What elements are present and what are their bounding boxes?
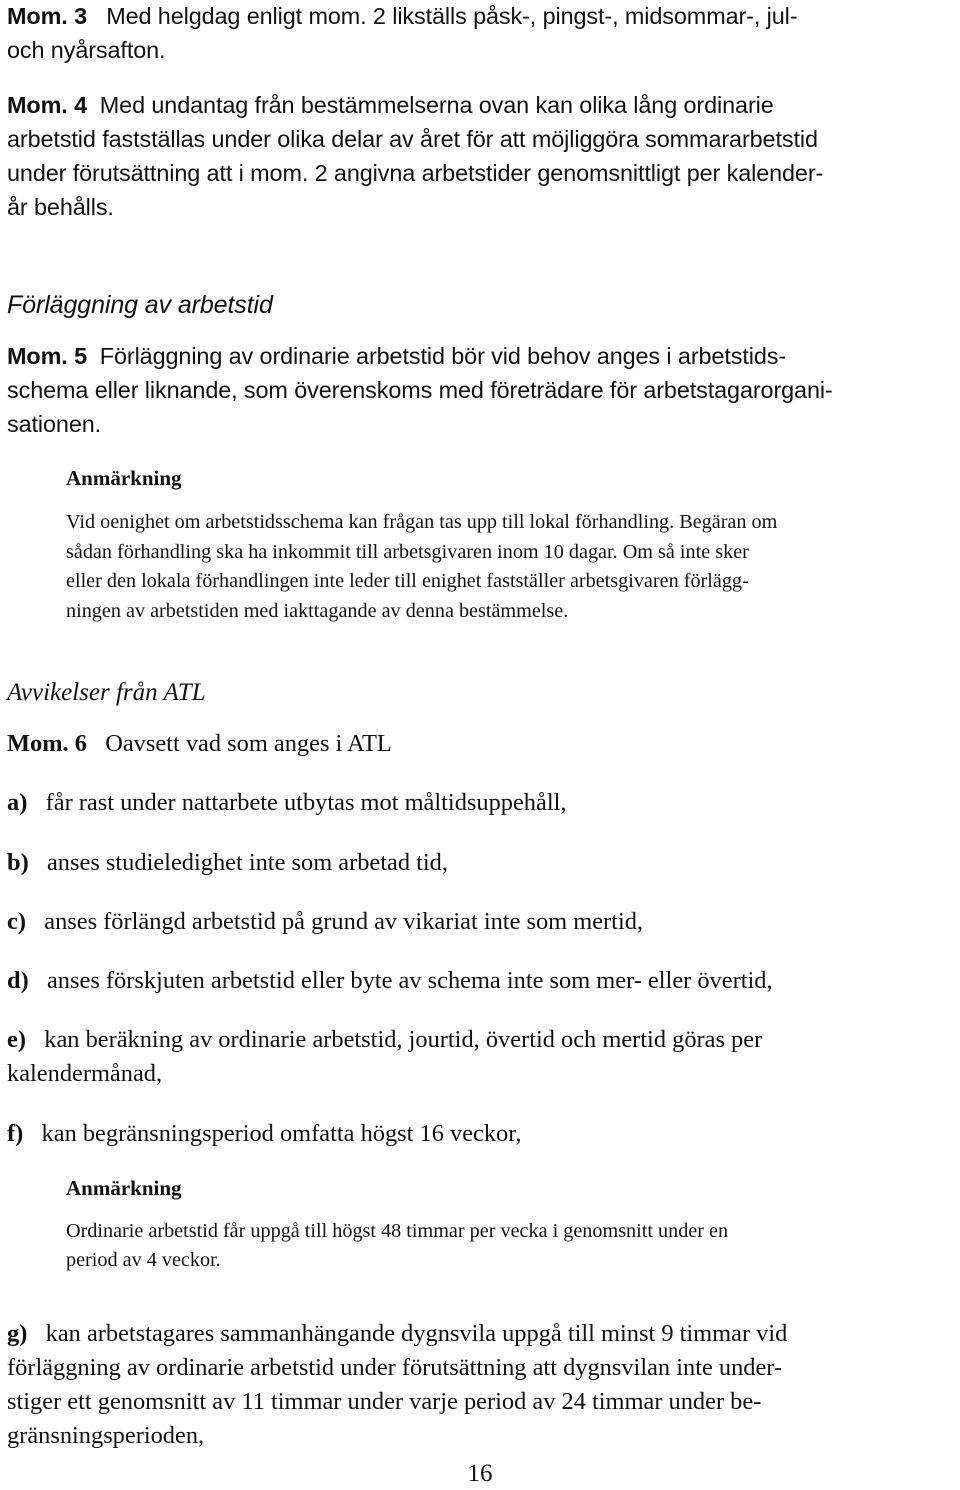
item-a-text: får rast under nattarbete utbytas mot måltidsuppehåll, [45,789,567,816]
list-item-g-cont-2: stiger ett genomsnitt av 11 timmar under varje period av 24 timmar under be- [7,1388,762,1415]
mom3-label: Mom. 3 [7,3,87,29]
item-f-label: f) [7,1120,24,1147]
section-heading-avvikelser: Avvikelser från ATL [7,679,206,706]
item-b-text: anses studieledighet inte som arbetad tid, [46,849,448,876]
item-e-text: kan beräkning av ordinarie arbetstid, jourtid, övertid och mertid göras per [44,1026,763,1053]
list-item-g [7,1317,787,1351]
mom4-label: Mom. 4 [7,92,87,118]
mom6-text: Oavsett vad som anges i ATL [105,730,392,757]
list-item-c [7,905,643,939]
mom5-line-2: schema eller liknande, som överenskoms med företrädare för arbetstagarorgani- [7,377,833,403]
list-item-d [7,964,773,998]
note1-line-3: eller den lokala förhandlingen inte leder till enighet fastställer arbetsgivaren förlägg- [66,570,749,592]
note1-line-2: sådan förhandling ska ha inkommit till arbetsgivaren inom 10 dagar. Om så inte sker [66,541,749,563]
list-item-g-cont-1: förläggning av ordinarie arbetstid under förutsättning att dygnsvilan inte under- [7,1354,783,1381]
note1-heading: Anmärkning [66,466,182,490]
note2-line-1: Ordinarie arbetstid får uppgå till högst 48 timmar per vecka i genomsnitt under en [66,1220,729,1242]
mom6-label: Mom. 6 [7,730,87,757]
list-item-e-cont: kalendermånad, [7,1060,163,1087]
note2-line-2: period av 4 veckor. [66,1249,221,1271]
item-b-label: b) [7,849,29,876]
mom4-text-1: Med undantag från bestämmelserna ovan kan olika lång ordinarie [99,92,774,118]
note1-line-1: Vid oenighet om arbetstidsschema kan frågan tas upp till lokal förhandling. Begäran om [66,511,778,533]
list-item-g-cont-3: gränsningsperioden, [7,1422,205,1449]
note2-heading: Anmärkning [66,1176,182,1200]
mom5-label: Mom. 5 [7,343,87,369]
item-g-text: kan arbetstagares sammanhängande dygnsvila uppgå till minst 9 timmar vid [45,1320,788,1347]
list-item-f [7,1117,522,1151]
item-f-text: kan begränsningsperiod omfatta högst 16 veckor, [41,1120,522,1147]
item-c-label: c) [7,908,26,935]
list-item-b [7,846,448,880]
mom4-line-4: år behålls. [7,194,114,220]
mom3-line-2: och nyårsafton. [7,37,166,63]
item-d-text: anses förskjuten arbetstid eller byte av schema inte som mer- eller övertid, [46,967,773,994]
mom3-text-1: Med helgdag enligt mom. 2 likställs påsk-, pingst-, midsommar-, jul- [106,3,798,29]
mom5-text-1: Förläggning av ordinarie arbetstid bör vid behov anges i arbetstids- [99,343,787,369]
mom4-line-1 [7,88,774,122]
mom4-line-3: under förutsättning att i mom. 2 angivna arbetstider genomsnittligt per kalender- [7,160,824,186]
item-g-label: g) [7,1320,28,1347]
mom5-line-1 [7,339,786,373]
note1-line-4: ningen av arbetstiden med iakttagande av denna bestämmelse. [66,600,569,622]
list-item-e [7,1023,762,1057]
mom4-line-2: arbetstid fastställas under olika delar av året för att möjliggöra sommararbetstid [7,126,818,152]
section-heading-forlaggning: Förläggning av arbetstid [7,291,273,319]
list-item-a [7,786,566,820]
page-number: 16 [467,1460,493,1487]
mom6-line [7,727,392,761]
mom5-line-3: sationen. [7,411,102,437]
item-a-label: a) [7,789,28,816]
item-e-label: e) [7,1026,26,1053]
item-c-text: anses förlängd arbetstid på grund av vikariat inte som mertid, [44,908,644,935]
mom3-line-1 [7,0,797,33]
item-d-label: d) [7,967,29,994]
